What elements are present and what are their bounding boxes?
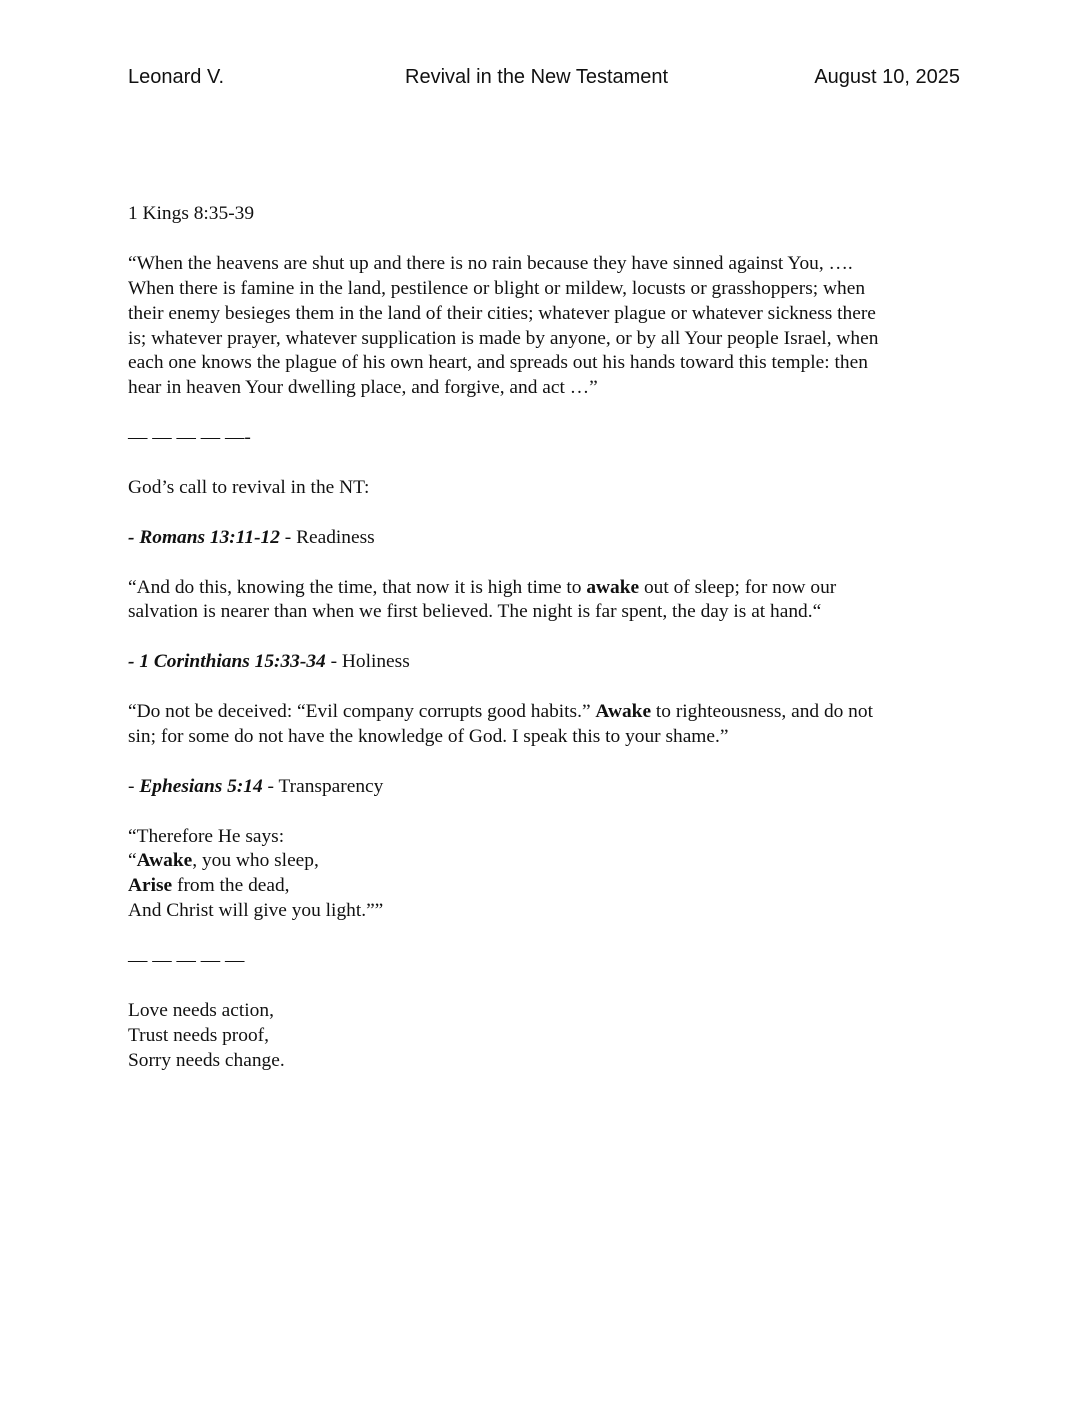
ephesians-line4: And Christ will give you light.”” [128, 900, 384, 922]
quote-text: from the dead, [172, 875, 290, 897]
ephesians-line3 [128, 875, 290, 896]
quote-text: , you who sleep, [192, 850, 319, 872]
closing-line: Love needs action, [128, 999, 274, 1021]
quote-text: to righteousness, and do not [651, 701, 873, 723]
ephesians-line2 [128, 850, 319, 871]
quote-mark: “ [128, 850, 137, 872]
romans-prefix: - [128, 526, 140, 548]
section-divider: — — — — — [128, 950, 245, 972]
section-divider: — — — — —- [128, 427, 251, 449]
romans-quote [128, 576, 960, 626]
document-body [128, 202, 960, 1098]
ephesians-prefix: - [128, 775, 140, 797]
header-date: August 10, 2025 [814, 66, 960, 88]
corinthians-prefix: - [128, 651, 140, 673]
closing-line: Sorry needs change. [128, 1049, 285, 1071]
header-author: Leonard V. [128, 66, 225, 88]
emphasis-awake: Awake [595, 701, 652, 723]
header-title: Revival in the New Testament [405, 66, 669, 88]
corinthians-heading [128, 650, 960, 675]
romans-quote-line1 [128, 577, 836, 598]
corinthians-reference: 1 Corinthians 15:33-34 [139, 651, 326, 673]
ephesians-reference: Ephesians 5:14 [139, 775, 263, 797]
romans-reference: Romans 13:11-12 [139, 526, 280, 548]
emphasis-awake: awake [586, 576, 640, 598]
quote-line: When there is famine in the land, pestilence or blight or mildew, locusts or grasshoppers; when [128, 277, 866, 299]
quote-text: “Do not be deceived: “Evil company corrupts good habits.” [128, 701, 596, 723]
emphasis-awake: Awake [136, 850, 193, 872]
call-intro: God’s call to revival in the NT: [128, 476, 370, 498]
quote-text: “And do this, knowing the time, that now it is high time to [128, 576, 587, 598]
quote-line: hear in heaven Your dwelling place, and forgive, and act …” [128, 377, 598, 399]
closing-line: Trust needs proof, [128, 1024, 269, 1046]
romans-quote-line2: salvation is nearer than when we first believed. The night is far spent, the day is at hand.“ [128, 601, 822, 623]
quote-line: is; whatever prayer, whatever supplication is made by anyone, or by all Your people Israel, when [128, 327, 879, 349]
quote-line: each one knows the plague of his own heart, and spreads out his hands toward this temple: then [128, 352, 868, 374]
ephesians-heading [128, 775, 960, 800]
emphasis-arise: Arise [128, 875, 173, 897]
ephesians-quote [128, 825, 960, 925]
quote-line: their enemy besieges them in the land of their cities; whatever plague or whatever sickness there [128, 302, 876, 324]
opening-quote [128, 252, 960, 401]
romans-theme: - Readiness [279, 526, 375, 548]
corinthians-quote-line2: sin; for some do not have the knowledge of God. I speak this to your shame.” [128, 725, 729, 747]
ephesians-theme: - Transparency [262, 775, 384, 797]
corinthians-quote [128, 700, 960, 750]
page-header [128, 62, 960, 92]
quote-line: “When the heavens are shut up and there is no rain because they have sinned against You, …. [128, 252, 853, 274]
ephesians-line1: “Therefore He says: [128, 825, 285, 847]
quote-text: out of sleep; for now our [639, 576, 837, 598]
corinthians-quote-line1 [128, 701, 873, 722]
corinthians-theme: - Holiness [325, 651, 410, 673]
closing-lines [128, 999, 960, 1074]
romans-heading [128, 526, 960, 551]
opening-reference: 1 Kings 8:35-39 [128, 203, 255, 224]
